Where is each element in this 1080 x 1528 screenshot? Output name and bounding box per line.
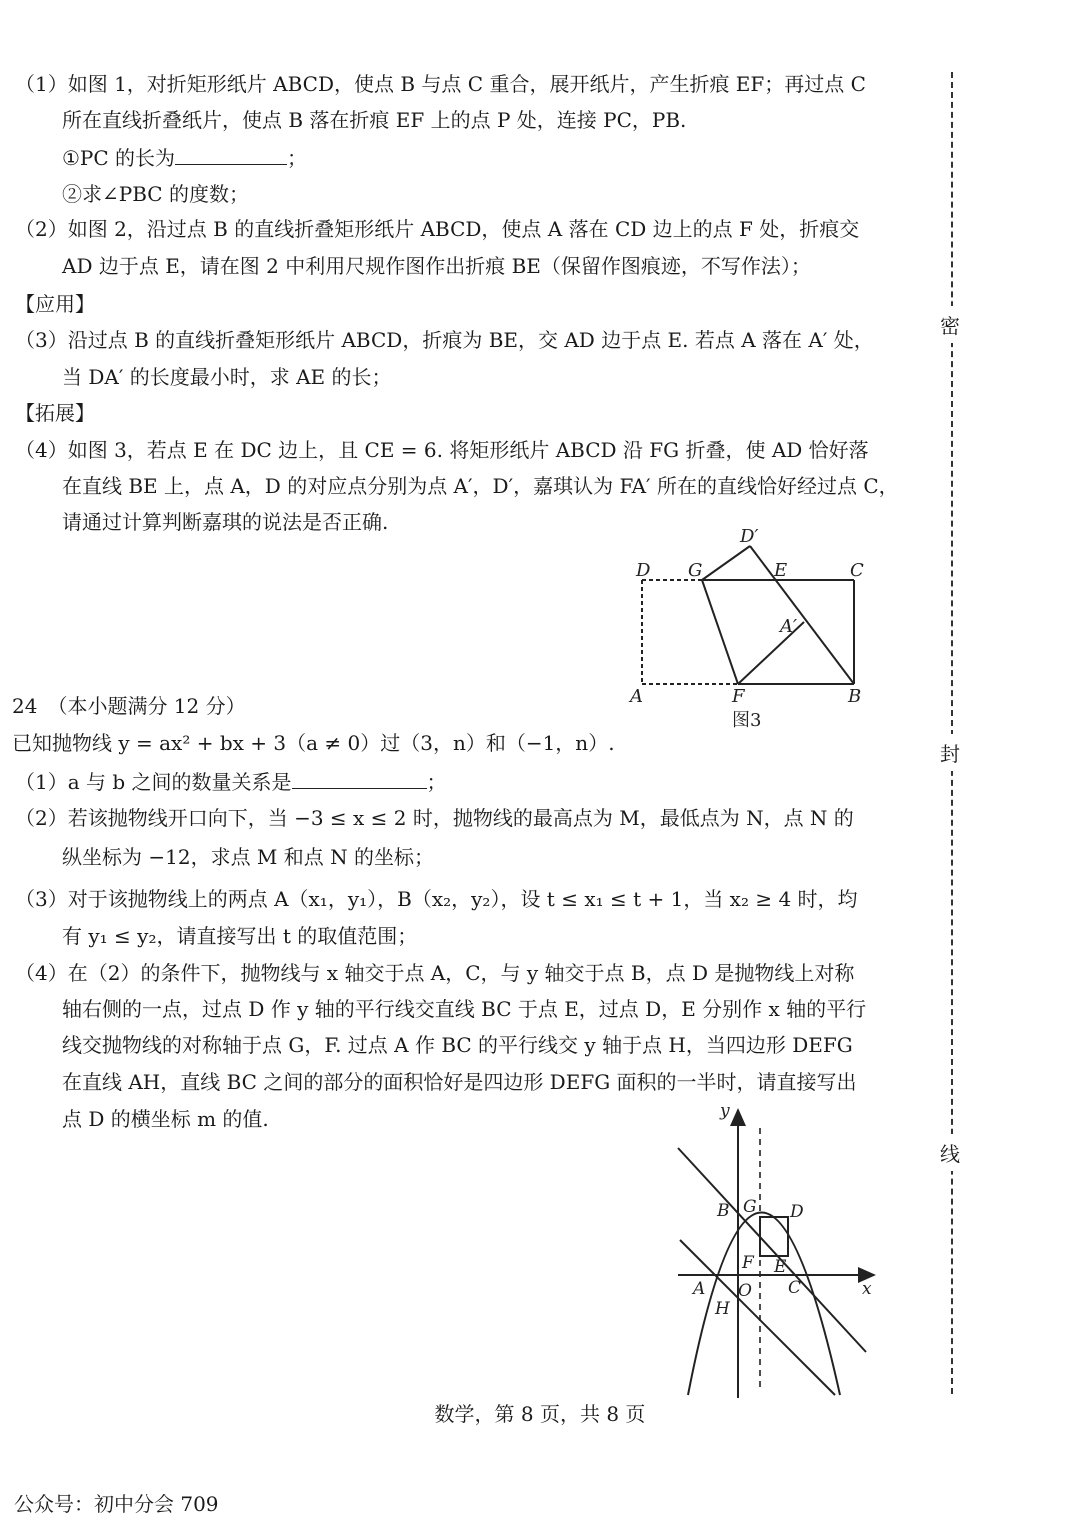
binding-dashed-line (951, 72, 953, 1394)
label-G: G (688, 560, 703, 581)
q24-part4-line4: 在直线 AH，直线 BC 之间的部分的面积恰好是四边形 DEFG 面积的一半时，请直接写出 (62, 1070, 857, 1094)
q24-part3-line2: 有 y₁ ≤ y₂，请直接写出 t 的取值范围； (62, 924, 418, 948)
q24-part4-line5: 点 D 的横坐标 m 的值. (62, 1107, 269, 1131)
label-B: B (717, 1201, 730, 1221)
page-footer: 数学，第 8 页，共 8 页 (434, 1402, 646, 1426)
section-heading-apply: 【应用】 (15, 292, 95, 316)
binding-char-line: 线 (940, 1134, 960, 1171)
label-G: G (743, 1197, 757, 1217)
label-C: C (850, 560, 864, 581)
q24-part1-end: ； (426, 770, 447, 794)
q23-part1-line1: （1）如图 1，对折矩形纸片 ABCD，使点 B 与点 C 重合，展开纸片，产生折痕 EF；再过点 C (15, 72, 866, 96)
q23-part2-line2: AD 边于点 E，请在图 2 中利用尺规作图作出折痕 BE（保留作图痕迹，不写作法）； (62, 254, 811, 278)
q23-part1-sub1 (62, 144, 307, 172)
label-D: D (790, 1202, 804, 1222)
label-E: E (774, 560, 788, 581)
q24-part4-line2: 轴右侧的一点，过点 D 作 y 轴的平行线交直线 BC 于点 E，过点 D，E 分别作 x 轴的平行 (62, 997, 867, 1021)
figure-3-caption: 图3 (732, 710, 762, 731)
quadrilateral-DEFG (760, 1217, 788, 1256)
answer-blank (292, 770, 427, 789)
q23-part4-line3: 请通过计算判断嘉琪的说法是否正确. (62, 510, 389, 534)
answer-blank (175, 146, 287, 165)
q23-part4-line1: （4）如图 3，若点 E 在 DC 边上，且 CE = 6. 将矩形纸片 ABCD 沿 FG 折叠，使 AD 恰好落 (15, 438, 869, 462)
label-Dprime: D′ (740, 526, 759, 547)
label-F: F (742, 1253, 754, 1273)
label-Aprime: A′ (780, 616, 798, 637)
label-B: B (848, 686, 862, 707)
label-A: A (693, 1279, 706, 1299)
label-A: A (630, 686, 643, 707)
q23-part1-sub2: ②求∠PBC 的度数； (62, 182, 249, 206)
parabola-diagram (660, 1100, 890, 1405)
label-O: O (738, 1281, 752, 1301)
label-D: D (636, 560, 651, 581)
binding-char-seal: 密 (940, 306, 960, 343)
watermark-text: 公众号：初中分会 709 (14, 1492, 219, 1516)
q23-part4-line2: 在直线 BE 上，点 A，D 的对应点分别为点 A′，D′，嘉琪认为 FA′ 所在的直线恰好经过点 C， (62, 474, 899, 498)
figure-3-diagram (620, 520, 880, 735)
q23-part3-line2: 当 DA′ 的长度最小时，求 AE 的长； (62, 365, 392, 389)
q24-part1 (15, 768, 447, 796)
q24-stem: 已知抛物线 y = ax² + bx + 3（a ≠ 0）过（3，n）和（−1，n）. (12, 731, 615, 755)
q24-part3-line1: （3）对于该抛物线上的两点 A（x₁，y₁），B（x₂，y₂），设 t ≤ x₁ ≤ t + 1，当 x₂ ≥ 4 时，均 (15, 887, 858, 911)
q23-part2-line1: （2）如图 2，沿过点 B 的直线折叠矩形纸片 ABCD，使点 A 落在 CD 边上的点 F 处，折痕交 (15, 217, 860, 241)
label-C: C (788, 1278, 802, 1298)
q23-part3-line1: （3）沿过点 B 的直线折叠矩形纸片 ABCD，折痕为 BE，交 AD 边于点 E. 若点 A 落在 A′ 处， (15, 328, 874, 352)
q24-part4-line3: 线交抛物线的对称轴于点 G，F. 过点 A 作 BC 的平行线交 y 轴于点 H，当四边形 DEFG (62, 1033, 853, 1057)
label-E: E (774, 1257, 787, 1277)
q24-part4-line1: （4）在（2）的条件下，抛物线与 x 轴交于点 A，C，与 y 轴交于点 B，点 D 是抛物线上对称 (15, 961, 855, 985)
q23-part1-line2: 所在直线折叠纸片，使点 B 落在折痕 EF 上的点 P 处，连接 PC，PB. (62, 108, 687, 132)
section-heading-extend: 【拓展】 (15, 401, 95, 425)
label-x: x (862, 1279, 872, 1299)
q23-sub1-end: ； (287, 146, 308, 170)
q24-part2-line1: （2）若该抛物线开口向下，当 −3 ≤ x ≤ 2 时，抛物线的最高点为 M，最低点为 N，点 N 的 (15, 806, 854, 830)
q23-sub1-text: ①PC 的长为 (62, 146, 176, 170)
label-F: F (732, 686, 745, 707)
line-DpB (750, 546, 854, 684)
q24-part2-line2: 纵坐标为 −12，求点 M 和点 N 的坐标； (62, 845, 434, 869)
fold-line-FG (702, 580, 738, 684)
q24-header: 24 （本小题满分 12 分） (12, 694, 246, 718)
label-y: y (720, 1101, 730, 1121)
line-BC (678, 1148, 866, 1352)
line-AH (680, 1240, 835, 1395)
q24-part1-text: （1）a 与 b 之间的数量关系是 (15, 770, 292, 794)
binding-char-close: 封 (940, 734, 960, 771)
label-H: H (715, 1299, 730, 1319)
edge-GDp (702, 546, 750, 580)
